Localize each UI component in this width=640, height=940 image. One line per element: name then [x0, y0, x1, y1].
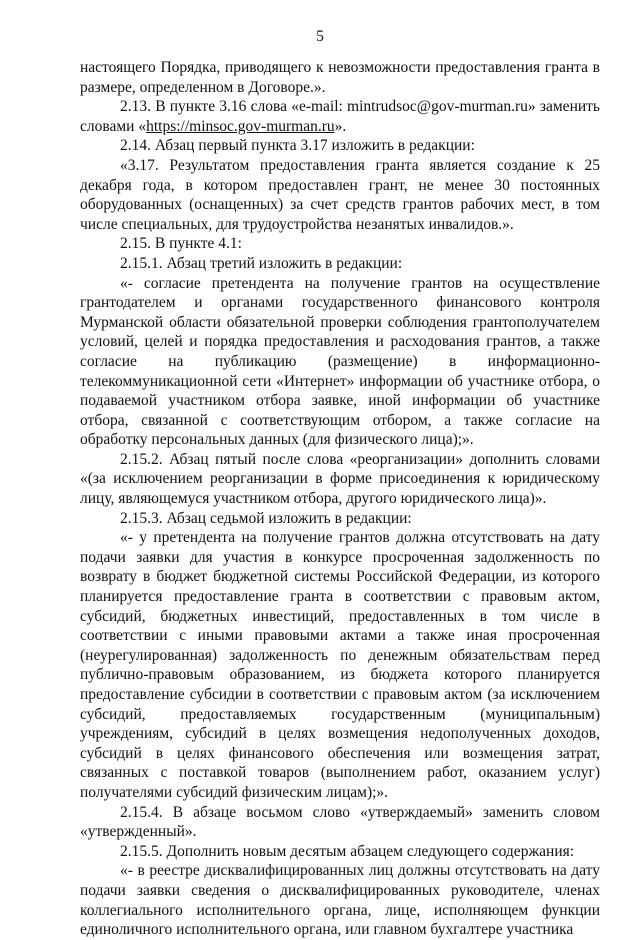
paragraph-registry-quote: «- в реестре дисквалифицированных лиц должны отсутствовать на дату подачи заявки сведения о дисквалифицированных руководителе, членах коллегиального исполнительного органа, лице, исполняющем функции единоличного исполнительного органа, или главном бухгалтере участника: [80, 862, 600, 939]
paragraph-2-15-5: 2.15.5. Дополнить новым десятым абзацем следующего содержания:: [120, 842, 575, 860]
page-number: 5: [316, 28, 324, 45]
paragraph-consent-quote: «- согласие претендента на получение грантов на осуществление грантодателем и органами государственного финансового контроля Мурманской области обязательной проверки соблюдения грантополучателем условий, целей и порядка предоставления и расходования грантов, а также согласие на публикацию (размещение) в информационно-телекоммуникационной сети «Интернет» информации об участнике отбора, о подаваемой участником отбора заявке, иной информации об участнике отбора, связанной с соответствующим отбором, а также согласие на обработку персональных данных (для физического лица);».: [80, 274, 600, 449]
paragraph-debt-quote: «- у претендента на получение грантов должна отсутствовать на дату подачи заявки для участия в конкурсе просроченная задолженность по возврату в бюджет бюджетной системы Российской Федерации, из которого планируется предоставление гранта в соответствии с правовым актом, субсидий, бюджетных инвестиций, предоставленных в том числе в соответствии с иными правовыми актами а также иная просроченная (неурегулированная) задолженность по денежным обязательствам перед публично-правовым образованием, из бюджета которого планируется предоставление субсидии в соответствии с правовым актом (за исключением субсидий, предоставляемых государственным (муниципальным) учреждениям, субсидий в целях возмещения недополученных доходов, субсидий в целях финансового обеспечения или возмещения затрат, связанных с поставкой товаров (выполнением работ, оказанием услуг) получателями субсидий физическим лицам);».: [80, 529, 600, 801]
paragraph-2-15-1: 2.15.1. Абзац третий изложить в редакции:: [120, 254, 403, 272]
minsoc-link[interactable]: https://minsoc.gov-murman.ru: [146, 117, 335, 135]
paragraph-continuation: настоящего Порядка, приводящего к невозможности предоставления гранта в размере, определенном в Договоре.».: [80, 59, 600, 96]
paragraph-2-13-suffix: ».: [334, 117, 347, 135]
paragraph-2-13-text: 2.13. В пункте 3.16 слова «e-mail: mintrudsoc@gov-murman.ru» заменить словами «: [80, 98, 600, 135]
paragraph-2-15-4: 2.15.4. В абзаце восьмом слово «утверждаемый» заменить словом «утвержденный».: [80, 803, 600, 841]
document-body: [80, 58, 600, 940]
paragraph-2-15-3: 2.15.3. Абзац седьмой изложить в редакции:: [120, 509, 412, 527]
paragraph-2-15-2: 2.15.2. Абзац пятый после слова «реорганизации» дополнить словами «(за исключением реорганизации в форме присоединения к юридическому лицу, являющемуся участником отбора, другого юридического лица)».: [80, 450, 600, 508]
paragraph-3-17-quote: «3.17. Результатом предоставления гранта является создание к 25 декабря года, в котором предоставлен грант, не менее 30 постоянных оборудованных (оснащенных) за счет средств грантов рабочих мест, в том числе специальных, для трудоустройства незанятых инвалидов.».: [80, 156, 600, 233]
paragraph-2-14: 2.14. Абзац первый пункта 3.17 изложить в редакции:: [120, 137, 475, 155]
paragraph-2-13: [80, 97, 600, 136]
paragraph-2-15: 2.15. В пункте 4.1:: [120, 235, 242, 253]
